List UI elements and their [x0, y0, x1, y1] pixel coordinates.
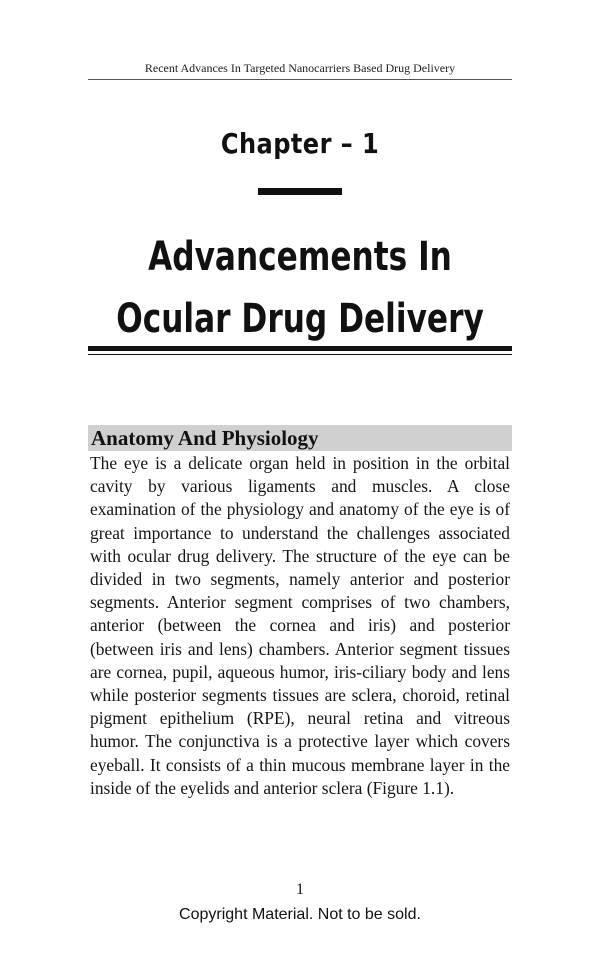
section-heading: Anatomy And Physiology [88, 425, 512, 451]
chapter-title-line-2: Ocular Drug Delivery [116, 296, 484, 342]
running-header: Recent Advances In Targeted Nanocarriers Based Drug Delivery [144, 61, 456, 75]
body-paragraph: The eye is a delicate organ held in position in the orbital cavity by various ligaments and muscles. A close examination of the physiology and anatomy of the eye is of great importance to understand the challenges associated with ocular drug delivery. The structure of the eye can be divided in two segments, namely anterior and posterior segments. Anterior segment comprises of two chambers, anterior (between the cornea and iris) and posterior (between iris and lens) chambers. Anterior segment tissues are cornea, pupil, aqueous humor, iris-ciliary body and lens while posterior segments tissues are sclera, choroid, retinal pigment epithelium (RPE), neural retina and vitreous humor. The conjunctiva is a protective layer which covers eyeball. It consists of a thin mucous membrane layer in the inside of the eyelids and anterior sclera (Figure 1.1). [90, 453, 510, 798]
title-divider-thick [88, 346, 512, 351]
header-divider [88, 79, 512, 80]
chapter-title-line-1: Advancements In [148, 234, 452, 280]
chapter-title [113, 226, 487, 350]
chapter-label: Chapter – 1 [220, 127, 380, 160]
title-divider-thin [88, 354, 512, 355]
chapter-divider-bar [258, 188, 342, 195]
copyright-notice: Copyright Material. Not to be sold. [179, 906, 421, 923]
page-number: 1 [296, 881, 304, 898]
